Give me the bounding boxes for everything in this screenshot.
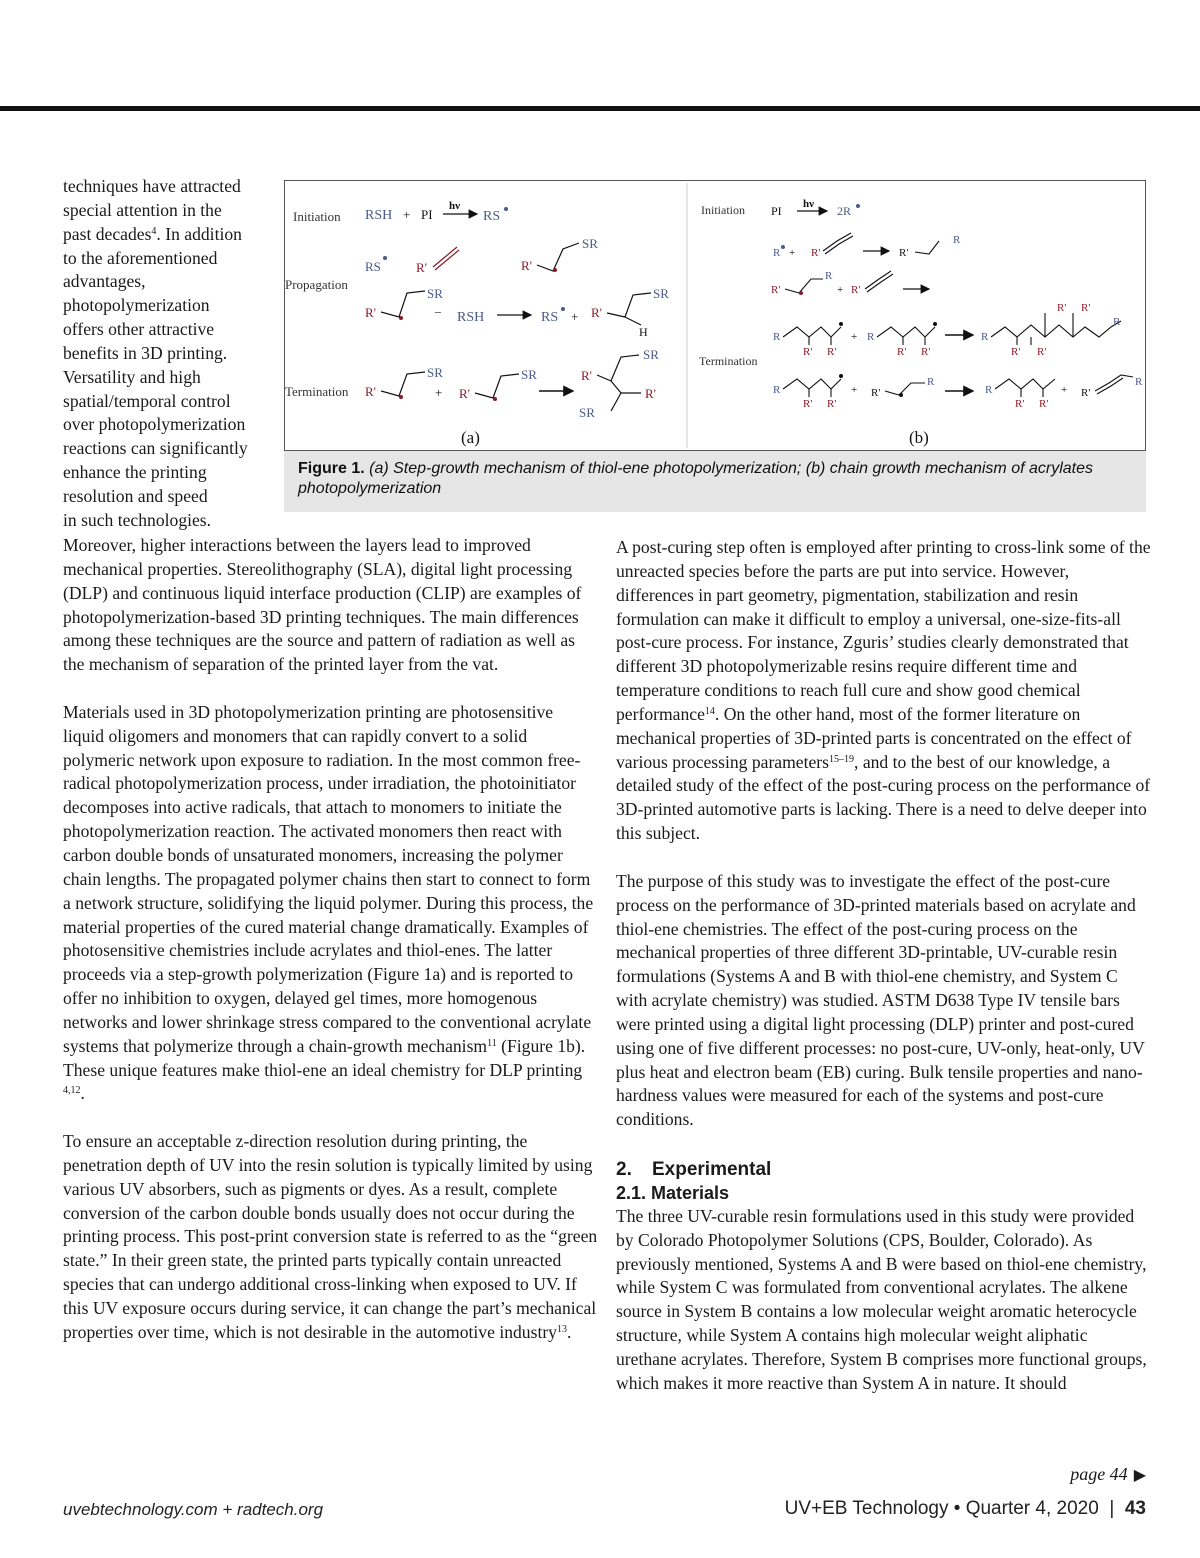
- top-rule: [0, 106, 1200, 111]
- figure-caption-text: (a) Step-growth mechanism of thiol-ene photopolymerization; (b) chain growth mechanism of acrylates photopolymerization: [298, 460, 1094, 497]
- figure-1-image: [284, 180, 1146, 451]
- r-label: R: [1113, 316, 1121, 328]
- paragraph: To ensure an acceptable z-direction resolution during printing, the penetration depth of UV into the resin solution is typically limited by using various UV absorbers, such as pigments or dyes. As a result, complete conversion of the carbon double bonds usually does not occur during the printing process. This post-print conversion state is referred to as the “green state.” In their green state, the printed parts typically contain unreacted species that can undergo additional cross-linking when exposed to UV. If this UV exposure occurs during service, it can change the part’s mechanical properties over time, which is not desirable in the automotive industry$^{13}$.: [63, 1131, 598, 1342]
- r-label: R: [867, 331, 875, 343]
- r-prime-label: R': [803, 346, 813, 358]
- rs-label: RS: [541, 310, 559, 325]
- r-prime-label: R': [1015, 398, 1025, 410]
- h-label: H: [639, 325, 648, 339]
- r-prime-label: R': [811, 247, 821, 259]
- rs-label: RS: [365, 259, 381, 274]
- r-label: R: [773, 247, 781, 259]
- r-prime-label: R': [827, 398, 837, 410]
- reference-4-12: 4,12: [63, 1085, 81, 1097]
- r-prime-label: R': [1037, 346, 1047, 358]
- rs-radical-label: RS: [483, 209, 501, 224]
- figure-label: Figure 1.: [298, 460, 365, 477]
- plus-sign: +: [789, 247, 796, 259]
- paragraph: Moreover, higher interactions between the layers lead to improved mechanical properties. Stereolithography (SLA), digital light processing (DLP) and continuous liquid interface production (CLIP) are examples of photopolymerization-based 3D printing techniques. The main differences among these techniques are the source and pattern of radiation as well as the mechanism of separation of the printed layer from the vat.: [63, 535, 582, 675]
- intro-line: enhance the printing: [63, 462, 207, 483]
- footer-publication: UV+EB Technology • Quarter 4, 2020 | 43: [784, 1498, 1146, 1519]
- panel-b: [699, 198, 1143, 447]
- r-prime-label: R': [1011, 346, 1021, 358]
- r-label: R: [1135, 376, 1143, 388]
- sr-label: SR: [579, 405, 595, 420]
- intro-line: Versatility and high: [63, 366, 201, 387]
- paragraph: Materials used in 3D photopolymerization printing are photosensitive liquid oligomers and monomers that can rapidly convert to a solid polymeric network upon exposure to radiation. In the most common free-radical photopolymerization process, under irradiation, the photoinitiator decomposes into active radicals, that attach to monomers to initiate the photopolymerization reaction. The activated monomers then react with carbon double bonds of unsaturated monomers, increasing the polymer chain lengths. The propagated polymer chains then start to connect to form a network structure, solidifying the liquid polymer. During this process, the material properties of the cured material change dramatically. Examples of photosensitive chemistries include acrylates and thiol-enes. The latter proceeds via a step-growth polymerization (Figure 1a) and is reported to offer no inhibition to oxygen, delayed gel times, more homogenous networks and lower shrinkage stress compared to the conventional acrylate systems that polymerize through a chain-growth mechanism$^{11}$ (Figure 1b). These unique features make thiol-ene an ideal chemistry for DLP printing $^{4,12}$.: [63, 701, 594, 1104]
- plus-sign: +: [571, 309, 579, 324]
- figure-caption: [284, 451, 1146, 512]
- label-termination-a: Termination: [285, 384, 349, 399]
- r-prime-label: R': [521, 258, 533, 273]
- pi-label: PI: [421, 207, 433, 222]
- r-prime-label: R': [871, 387, 881, 399]
- plus-sign: +: [837, 284, 844, 296]
- r-prime-label: R': [921, 346, 931, 358]
- paragraph: A post-curing step often is employed after printing to cross-link some of the unreacted species before the parts are put into service. However, differences in part geometry, pigmentation, stabilization and resin formulation can make it difficult to employ a universal, one-size-fits-all post-cure process. For instance, Zguris’ studies clearly demonstrated that different 3D photopolymerizable resins require different time and temperature conditions to reach full cure and show good chemical performance$^{14}$. On the other hand, most of the former literature on mechanical properties of 3D-printed parts is concentrated on the effect of various processing parameters$^{15-19}$, and to the best of our knowledge, a detailed study of the effect of the post-curing process on the performance of 3D-printed automotive parts is lacking. There is a need to delve deeper into this subject.: [616, 537, 1151, 844]
- play-arrow-icon: ▶: [1133, 1467, 1146, 1484]
- figure-1: [284, 180, 1146, 512]
- paragraph: The purpose of this study was to investigate the effect of the post-cure process on the performance of 3D-printed materials based on acrylate and thiol-ene chemistries. The effect of the post-curing process on the mechanical properties of three different 3D-printable, UV-curable resin formulations (Systems A and B with thiol-ene chemistry, and System C with acrylate chemistry) was studied. ASTM D638 Type IV tensile bars were printed using a digital light processing (DLP) printer and post-cured using one of five different processes: no post-cure, UV-only, heat-only, UV plus heat and electron beam (EB) curing. Bulk tensile properties and nano-hardness values were measured for each of the systems and post-cure conditions.: [616, 870, 1145, 1130]
- right-column: [616, 536, 1151, 1396]
- intro-line: in such technologies.: [63, 509, 212, 530]
- r-prime-label: R': [365, 305, 377, 320]
- reference-13: 13: [556, 1323, 567, 1335]
- r-prime-label: R': [1057, 302, 1067, 314]
- plus-sign: +: [851, 384, 858, 396]
- reaction-scheme: [285, 181, 1145, 450]
- plus-sign: +: [851, 331, 858, 343]
- r-prime-label: R': [1039, 398, 1049, 410]
- label-initiation-b: Initiation: [701, 203, 745, 217]
- r-prime-label: R': [1081, 302, 1091, 314]
- r-label: R: [927, 376, 935, 388]
- sr-label: SR: [582, 236, 598, 251]
- r-label: R: [825, 270, 833, 282]
- intro-line: to the aforementioned: [63, 247, 218, 268]
- plus-sign: +: [435, 385, 443, 400]
- r-prime-label: R': [899, 247, 909, 259]
- minus-sign: –: [435, 304, 441, 318]
- rsh-label: RSH: [457, 310, 485, 325]
- r-prime-label: R': [365, 384, 377, 399]
- intro-line: over photopolymerization: [63, 414, 246, 435]
- intro-line: special attention in the: [63, 199, 222, 220]
- label-termination-b: Termination: [699, 354, 758, 368]
- r-prime-label: R': [771, 284, 781, 296]
- sr-label: SR: [427, 286, 443, 301]
- r-label: R: [953, 234, 961, 246]
- sr-label: SR: [653, 286, 669, 301]
- reference-11: 11: [487, 1037, 497, 1049]
- r-prime-label: R': [591, 305, 603, 320]
- page-number: 43: [1124, 1498, 1146, 1519]
- r-prime-label: R': [1081, 387, 1091, 399]
- panel-a-tag: (a): [461, 428, 480, 447]
- r-prime-label: R': [897, 346, 907, 358]
- intro-line: offers other attractive: [63, 319, 215, 340]
- panel-a: [285, 200, 669, 447]
- intro-line: reactions can significantly: [63, 438, 248, 459]
- r-prime-label: R': [581, 368, 593, 383]
- reference-4: 4: [151, 225, 157, 237]
- panel-b-tag: (b): [909, 428, 929, 447]
- r-label: R: [985, 384, 993, 396]
- sr-label: SR: [643, 347, 659, 362]
- intro-line: advantages,: [63, 271, 146, 292]
- footer-websites: uvebtechnology.com + radtech.org: [63, 1500, 324, 1519]
- plus-sign: +: [403, 207, 411, 222]
- sr-label: SR: [521, 367, 537, 382]
- rsh-label: RSH: [365, 208, 393, 223]
- intro-line: photopolymerization: [63, 295, 210, 316]
- r-prime-label: R': [459, 386, 471, 401]
- r-prime-label: R': [803, 398, 813, 410]
- label-initiation-a: Initiation: [293, 209, 341, 224]
- r-label: R: [773, 331, 781, 343]
- reference-14: 14: [704, 705, 715, 717]
- intro-line: benefits in 3D printing.: [63, 342, 228, 363]
- r-label: R: [773, 384, 781, 396]
- r-prime-label: R': [645, 386, 657, 401]
- plus-sign: +: [1061, 384, 1068, 396]
- two-r-label: 2R: [837, 204, 852, 218]
- hv-label: hν: [803, 198, 815, 210]
- r-prime-label: R': [416, 260, 428, 275]
- intro-line: past decades$^4$. In addition: [63, 223, 242, 244]
- r-label: R: [981, 331, 989, 343]
- sr-label: SR: [427, 365, 443, 380]
- r-prime-label: R': [827, 346, 837, 358]
- left-column: [63, 534, 598, 1345]
- hv-label: hν: [449, 200, 461, 212]
- intro-line: resolution and speed: [63, 485, 208, 506]
- reference-15-19: 15–19: [829, 753, 855, 765]
- intro-column: [63, 175, 278, 533]
- intro-line: techniques have attracted: [63, 176, 241, 196]
- subsection-heading: 2.1. Materials: [616, 1182, 730, 1203]
- section-heading: 2. Experimental: [616, 1158, 772, 1180]
- paragraph: The three UV-curable resin formulations used in this study were provided by Colorado Photopolymer Solutions (CPS, Boulder, Colorado). As previously mentioned, Systems A and B were based on thiol-ene chemistry, while System C was formulated from conventional acrylates. The alkene source in System B contains a low molecular weight aromatic heterocycle structure, while System A contains high molecular weight aliphatic urethane acrylates. Therefore, System B comprises more functional groups, which makes it more reactive than System A in nature. It should: [616, 1205, 1147, 1393]
- label-propagation-a: Propagation: [285, 277, 348, 292]
- pi-label: PI: [771, 204, 782, 218]
- continued-on-page-link[interactable]: page 44 ▶: [1070, 1464, 1146, 1484]
- intro-line: spatial/temporal control: [63, 390, 231, 411]
- r-prime-label: R': [851, 284, 861, 296]
